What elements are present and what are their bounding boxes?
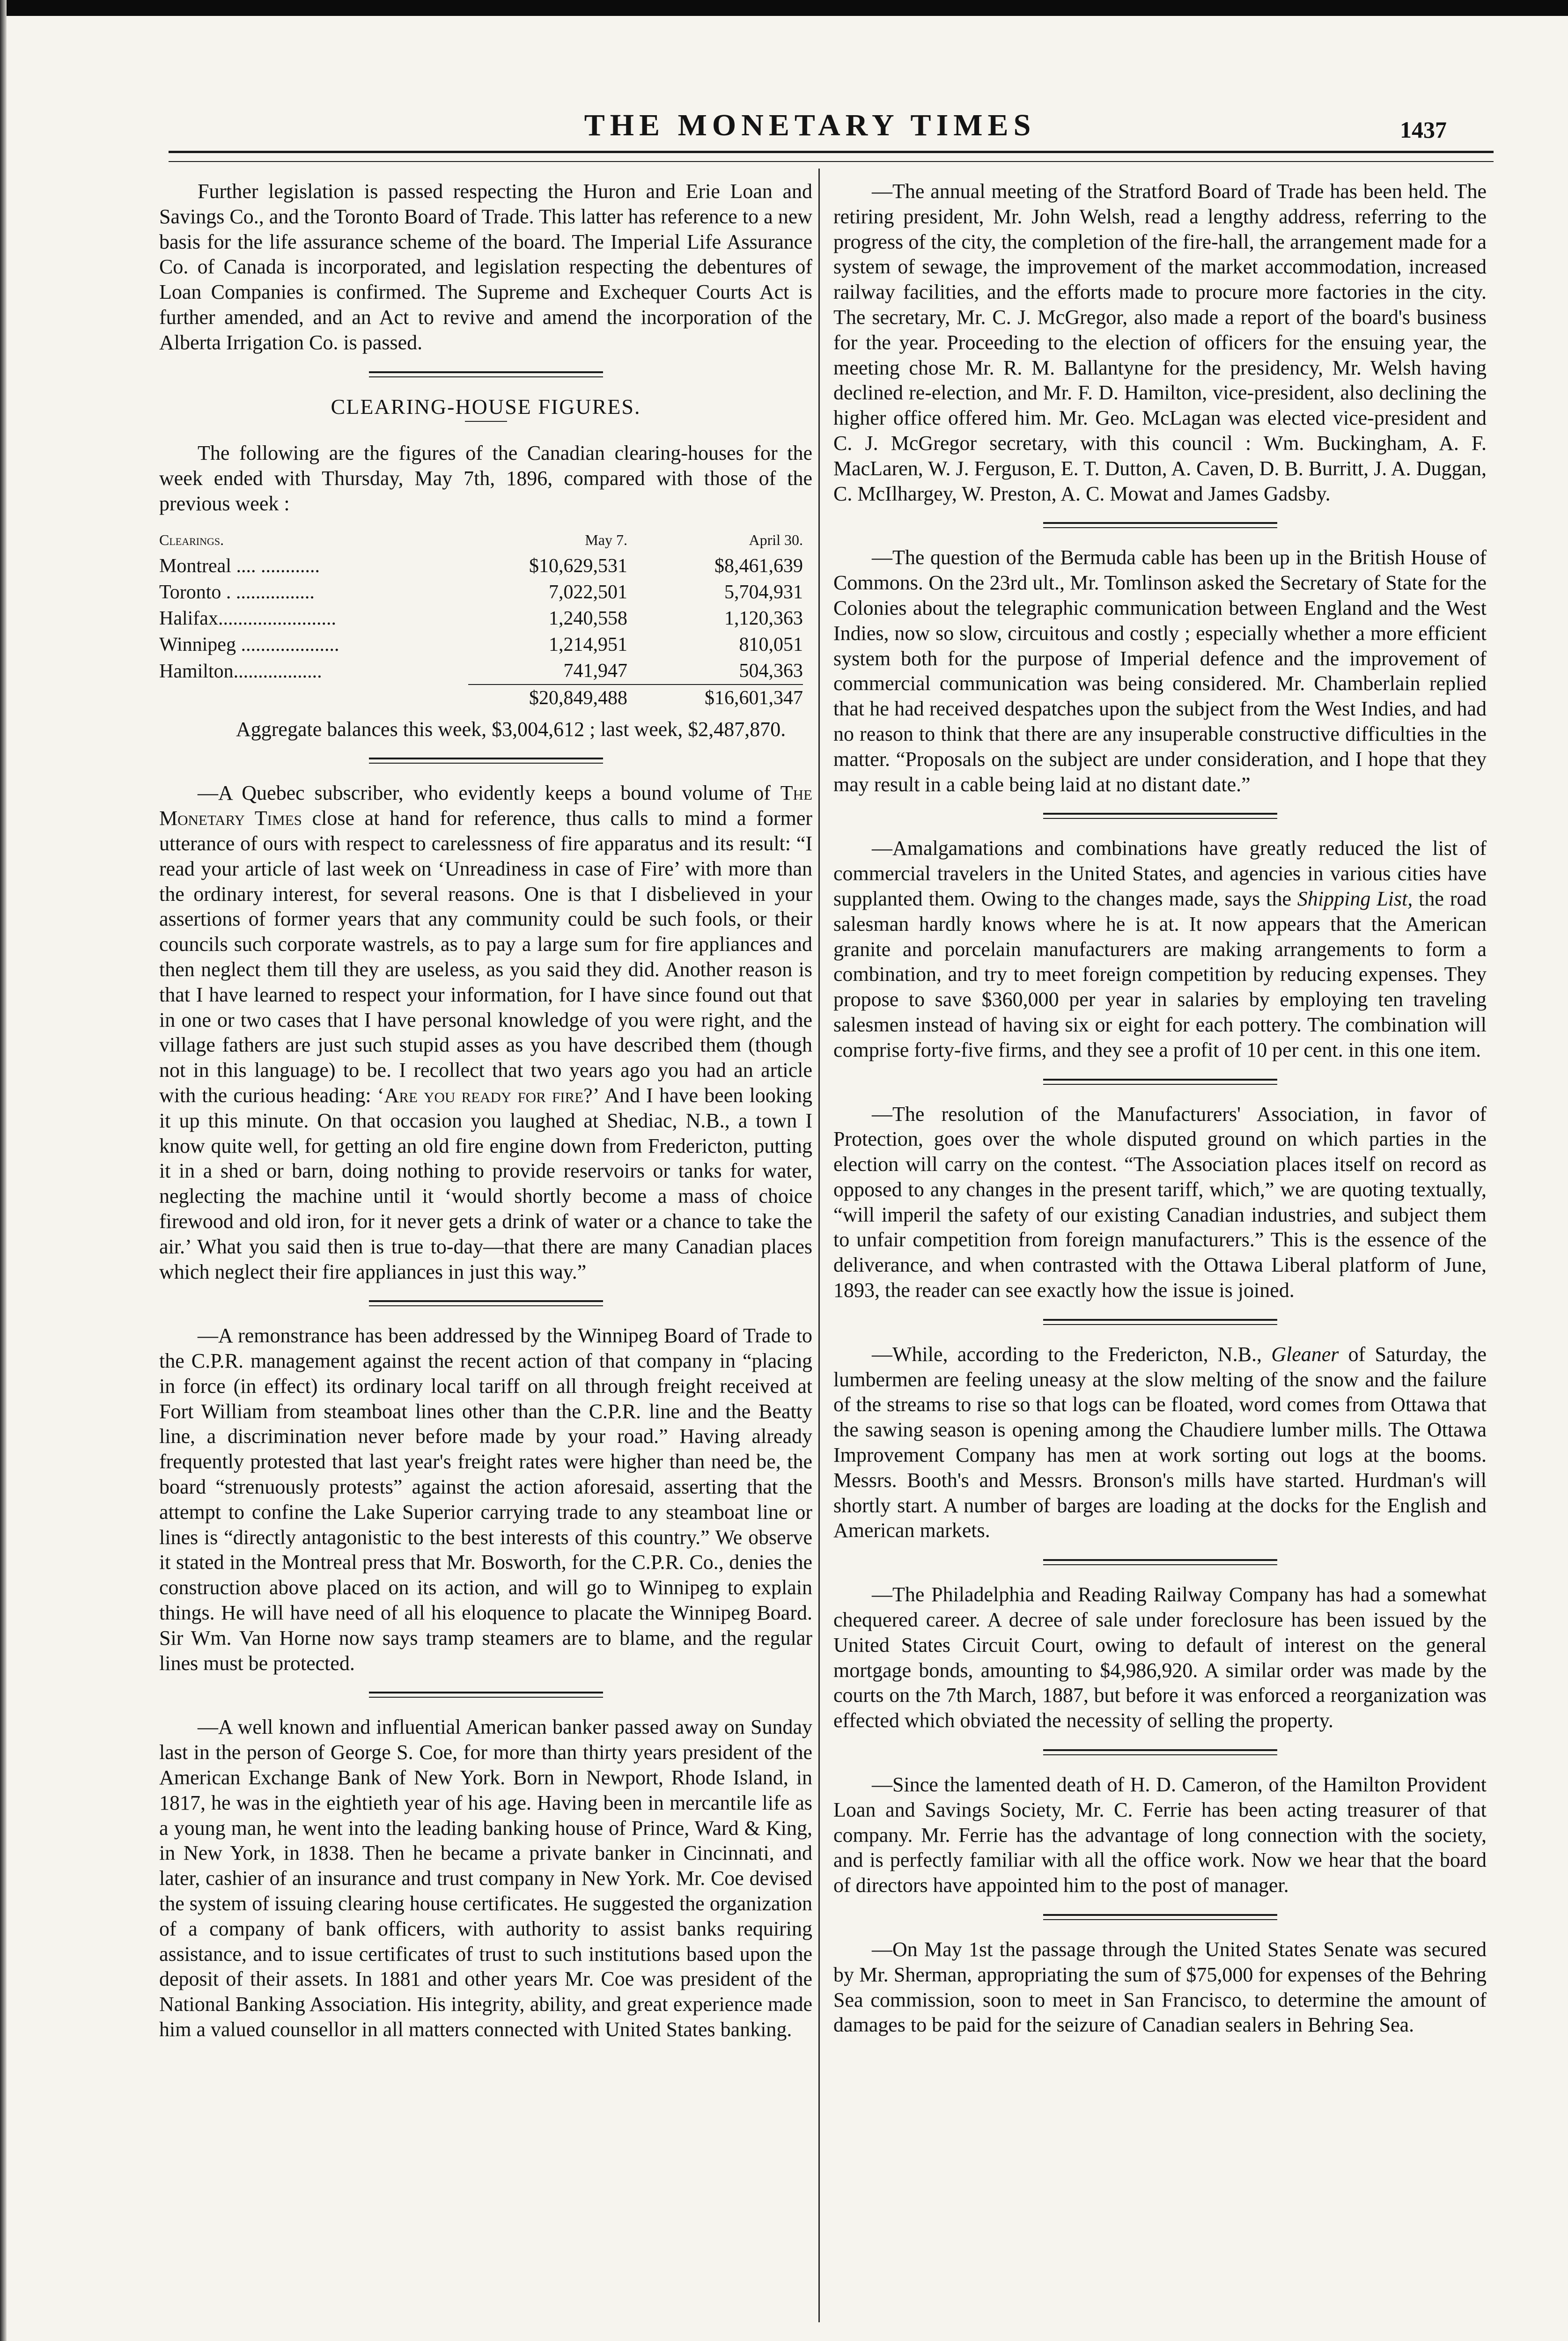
city-name: Toronto . ................ (159, 581, 315, 603)
col-april-header: April 30. (749, 531, 803, 548)
left-column (159, 179, 812, 2042)
section-separator (1043, 1079, 1277, 1085)
article-winnipeg-board: —A remonstrance has been addressed by the Winnipeg Board of Trade to the C.P.R. management against the recent action of that company in “placing in force (in effect) its ordinary local tariff on all through freight received at Fort William from steamboat lines other than the C.P.R. line and the Beatty line, a discrimination never before made by your road.” Having already frequently protested that last year's freight rates were higher than need be, the board “strenuously protests” against the action aforesaid, asserting that the attempt to confine the Lake Superior carrying trade to any steamboat line or lines is “directly antagonistic to the best interests of this country.” We observe it stated in the Montreal press that Mr. Bosworth, for the C.P.R. Co., denies the construction above placed on its action, and will go to Winnipeg to explain things. He will have need of all his eloquence to placate the Winnipeg Board. Sir Wm. Van Horne now says tramp steamers are to blame, and the regular lines must be protected. (159, 1324, 812, 1675)
text-run: —Amalgamations and combinations have greatly reduced the list of commercial travelers in the United States, and agencies in various cities have supplanted them. Owing to the changes made, says the (833, 837, 1487, 910)
table-row (159, 579, 803, 605)
table-total-row (159, 685, 803, 711)
city-name: Winnipeg .................... (159, 633, 339, 655)
section-separator (1043, 1319, 1277, 1325)
article-lumbermen (833, 1342, 1487, 1543)
article-hamilton-provident: —Since the lamented death of H. D. Cameron, of the Hamilton Provident Loan and Savings Society, Mr. C. Ferrie has been acting treasurer of that company. Mr. Ferrie has the advantage of long connection with the society, and is perfectly familiar with all the office work. Now we hear that the board of directors have appointed him to the post of manager. (833, 1773, 1487, 1897)
clearing-house-intro: The following are the figures of the Canadian clearing-houses for the week ended with Thursday, May 7th, 1896, compared with those of the previous week : (159, 442, 812, 515)
masthead (0, 98, 1568, 155)
section-separator (369, 1692, 603, 1698)
aggregate-balances: Aggregate balances this week, $3,004,612 ; last week, $2,487,870. (236, 717, 786, 741)
clearings-label: Clearings. (159, 531, 224, 548)
total-may: $20,849,488 (468, 685, 627, 711)
col-may-header: May 7. (585, 531, 627, 548)
city-name: Hamilton.................. (159, 660, 322, 682)
article-stratford-board: —The annual meeting of the Stratford Board of Trade has been held. The retiring president, Mr. John Welsh, read a lengthy address, referring to the progress of the city, the completion of the fire-hall, the arrangement made for a system of sewage, the improvement of the market accommodation, increased railway facilities, and the efforts made to procure more factories in the city. The secretary, Mr. C. J. McGregor, also made a report of the board's business for the year. Proceeding to the election of officers for the ensuing year, the meeting chose Mr. R. M. Ballantyne for the presidency, Mr. Welsh having declined re-election, and Mr. F. D. Hamilton, vice-president, also declining the higher office offered him. Mr. Geo. McLagan was elected vice-president and C. J. McGregor secretary, with this council : Wm. Buckingham, A. F. MacLaren, W. J. Ferguson, E. T. Dutton, A. Caven, D. B. Burritt, J. A. Duggan, C. McIlhargey, W. Preston, A. C. Mowat and James Gadsby. (833, 180, 1487, 505)
article-philadelphia-reading: —The Philadelphia and Reading Railway Company has had a somewhat chequered career. A decree of sale under foreclosure has been issued by the United States Circuit Court, owing to default of interest on the general mortgage bonds, amounting to $4,986,920. A similar order was made by the courts on the 7th March, 1887, but before it was enforced a reorganization was effected which obviated the necessity of selling the property. (833, 1583, 1487, 1732)
table-row (159, 632, 803, 658)
section-separator (1043, 1914, 1277, 1920)
text-run: —A Quebec subscriber, who evidently keeps a bound volume of (198, 781, 771, 805)
page-number: 1437 (1400, 117, 1447, 143)
scan-top-border (0, 0, 1568, 16)
city-name: Halifax........................ (159, 607, 336, 629)
total-april: $16,601,347 (627, 685, 803, 711)
clearing-house-heading: CLEARING-HOUSE FIGURES. (331, 394, 641, 419)
publication-name: The Monetary Times (159, 781, 812, 830)
may-value: 7,022,501 (549, 581, 627, 603)
article-legislation: Further legislation is passed respecting the Huron and Erie Loan and Savings Co., and the Toronto Board of Trade. This latter has reference to a new basis for the life assurance scheme of the board. The Imperial Life Assurance Co. of Canada is incorporated, and legislation respecting the debentures of Loan Companies is confirmed. The Supreme and Exchequer Courts Act is further amended, and an Act to revive and amend the incorporation of the Alberta Irrigation Co. is passed. (159, 180, 812, 354)
section-separator (369, 1300, 603, 1306)
section-separator (369, 371, 603, 377)
may-value: $10,629,531 (529, 555, 627, 577)
section-separator (1043, 522, 1277, 528)
header-rule-thick (169, 151, 1494, 153)
section-separator (1043, 813, 1277, 819)
table-row (159, 553, 803, 579)
publication-name: Gleaner (1271, 1342, 1339, 1366)
table-row (159, 605, 803, 632)
scan-left-edge (0, 0, 7, 2341)
article-american-banker: —A well known and influential American banker passed away on Sunday last in the person of George S. Coe, for more than thirty years president of the American Exchange Bank of New York. Born in Newport, Rhode Island, in 1817, he was in the eightieth year of his age. Having been in mercantile life as a young man, he went into the leading banking house of Prince, Ward & King, in New York, in 1838. Then he became a private banker in Cincinnati, and later, cashier of an insurance and trust company in New York. Mr. Coe devised the system of issuing clearing house certificates. He suggested the organization of a company of bank officers, with authority to assist banks requiring assistance, and to issue certificates of trust to such institutions based upon the deposit of their assets. In 1881 and other years Mr. Coe was president of the National Banking Association. His integrity, ability, and great experience made him a valued counsellor in all matters connected with United States banking. (159, 1715, 812, 2041)
article-bermuda-cable: —The question of the Bermuda cable has been up in the British House of Commons. On the 23rd ult., Mr. Tomlinson asked the Secretary of State for the Colonies about the telegraphic communication between England and the West Indies, now so slow, circuitous and costly ; especially whether a more efficient system both for the purpose of Imperial defence and the improvement of commercial communication was being considered. Mr. Chamberlain replied that he had received despatches upon the subject from the West Indies, and had no reason to think that there are any insuperable constructive difficulties in the matter. “Proposals on the subject are under consideration, and I hope that they may result in a cable being laid at no distant date.” (833, 546, 1487, 796)
quoted-heading: ‘Are you ready for fire?’ (377, 1083, 600, 1107)
may-value: 741,947 (563, 660, 627, 682)
article-quebec-subscriber (159, 780, 812, 1284)
text-run: —While, according to the Fredericton, N.B., (872, 1342, 1262, 1366)
april-value: 810,051 (739, 633, 803, 655)
text-run: close at hand for reference, thus calls to mind a former utterance of ours with respect to carelessness of fire apparatus and its result: “I read your article of last week on ‘Unreadiness in case of Fire’ with more than the ordinary interest, for several reasons. One is that I disbelieved in your assertions of former years that any community could be such fools, or their councils such corporate wastrels, as to pay a large sum for fire appliances and then neglect them till they are useless, as you said they did. Another reason is that I have learned to respect your information, for I have since found out that in one or two cases that I have personal knowledge of you were right, and the village fathers are just such stupid asses as you have described them (though not in this language) to be. I recollect that two years ago you had an article with the curious heading: (159, 807, 812, 1107)
page-title: THE MONETARY TIMES (584, 108, 1036, 142)
text-run: the road salesman hardly knows where he is at. It now appears that the American granite and porcelain manufacturers are making arrangements to form a combination, and try to meet foreign competition by reducing expenses. They propose to save $360,000 per year in salaries by employing ten traveling salesmen instead of having six or eight for each pottery. The combination will comprise forty-five firms, and they see a profit of 10 per cent. in this one item. (833, 887, 1487, 1061)
may-value: 1,240,558 (549, 607, 627, 629)
text-run: of Saturday, the lumbermen are feeling uneasy at the slow melting of the snow and the failure of the streams to rise so that logs can be floated, word comes from Ottawa that the sawing season is opening among the Chaudiere lumber mills. The Ottawa Improvement Company has men at work sorting out logs at the booms. Messrs. Booth's and Messrs. Bronson's mills have started. Hurdman's will shortly start. A number of barges are loading at the docks for the English and American markets. (833, 1342, 1487, 1542)
city-name: Montreal .... ............ (159, 555, 320, 577)
heading-underline (465, 421, 507, 422)
april-value: 504,363 (739, 660, 803, 682)
april-value: $8,461,639 (714, 555, 803, 577)
section-separator (1043, 1749, 1277, 1755)
text-run: And I have been looking it up this minute. On that occasion you laughed at Shediac, N.B., a town I know quite well, for getting an old fire engine down from Fredericton, putting it in a shed or barn, doing nothing to provide reservoirs or tanks for water, neglecting the machine until it ‘would shortly become a mass of choice firewood and old iron, for it never gets a drink of water or a chance to take the air.’ What you said then is true to-day—that there are many Canadian places which neglect their fire appliances in just this way.” (159, 1083, 813, 1283)
may-value: 1,214,951 (549, 633, 627, 655)
publication-name: Shipping List, (1297, 887, 1413, 910)
header-rule-thin (169, 161, 1494, 162)
column-divider (818, 169, 820, 2322)
right-column (833, 179, 1487, 2038)
table-header-row (159, 528, 803, 553)
section-separator (369, 758, 603, 764)
april-value: 5,704,931 (724, 581, 803, 603)
april-value: 1,120,363 (724, 607, 803, 629)
article-manufacturers-association: —The resolution of the Manufacturers' Association, in favor of Protection, goes over the whole disputed ground on which parties in the election will carry on the contest. “The Association places itself on record as opposed to any changes in the present tariff, which,” we are quoting textually, “will imperil the safety of our existing Canadian industries, and subject them to unfair competition from foreign manufacturers.” This is the essence of the deliverance, and when contrasted with the Ottawa Liberal platform of June, 1893, the reader can see exactly how the issue is joined. (833, 1102, 1487, 1302)
section-separator (1043, 1559, 1277, 1565)
article-behring-sea: —On May 1st the passage through the United States Senate was secured by Mr. Sherman, appropriating the sum of $75,000 for expenses of the Behring Sea commission, soon to meet in San Francisco, to determine the amount of damages to be paid for the seizure of Canadian sealers in Behring Sea. (833, 1938, 1487, 2037)
clearing-house-table (159, 528, 803, 711)
article-amalgamations (833, 836, 1487, 1062)
table-row (159, 658, 803, 685)
